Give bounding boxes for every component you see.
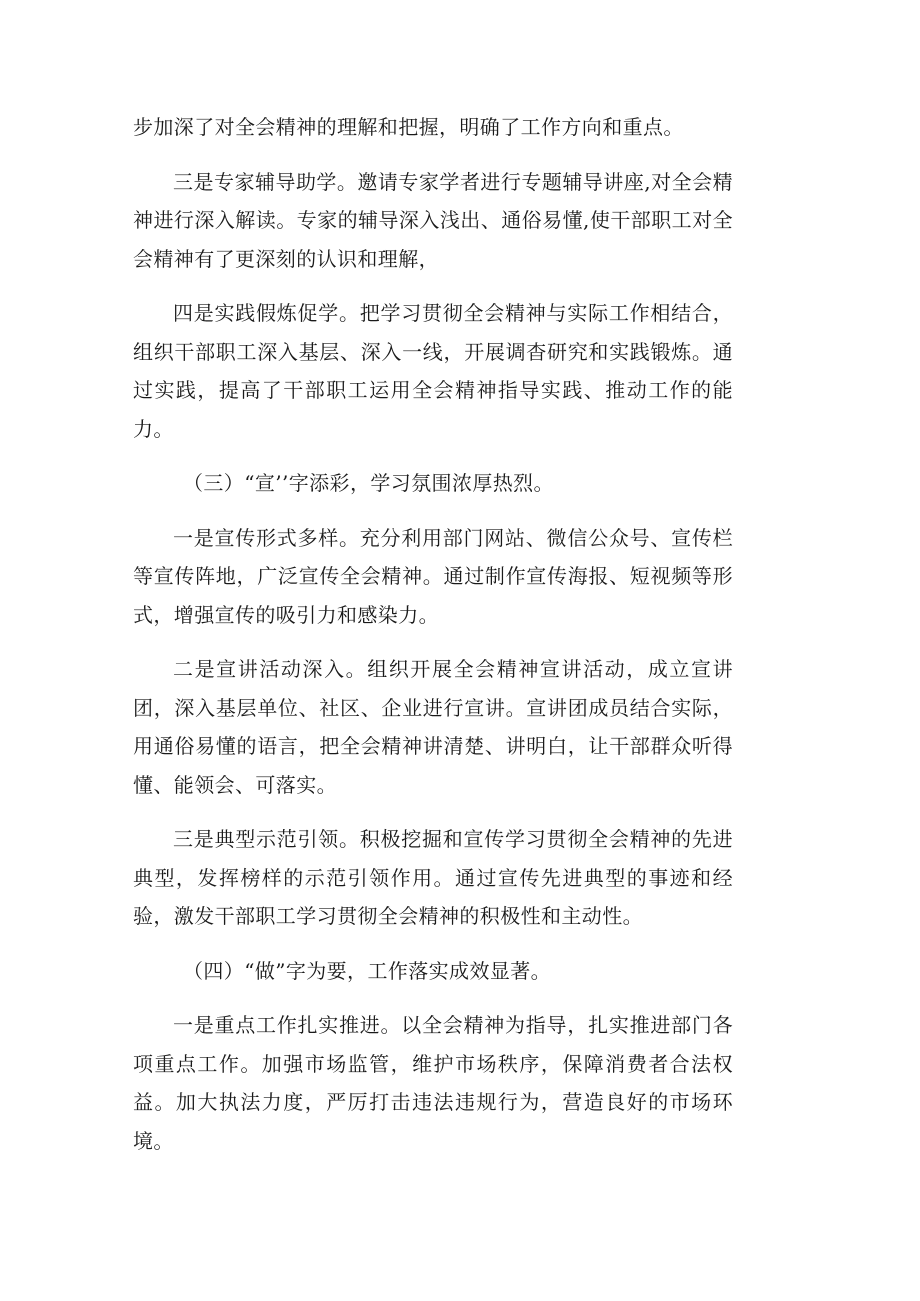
- paragraph-lecture-activities: 二是宣讲活动深入。组织开展全会精神宣讲活动，成立宣讲团，深入基层单位、社区、企业进行宣讲。宣讲团成员结合实际，用通俗易懂的语言，把全会精神讲清楚、讲明白，让干部群众听得懂、能领会、可落实。: [133, 657, 733, 797]
- paragraph-continuation: 步加深了对全会精神的理解和把握，明确了工作方向和重点。: [133, 115, 684, 139]
- paragraph-publicity-forms: 一是宣传形式多样。充分利用部门网站、微信公众号、宣传栏等宣传阵地，广泛宣传全会精神。通过制作宣传海报、短视频等形式，增强宣传的吸引力和感染力。: [133, 525, 733, 627]
- paragraph-practice-training: 四是实践假炼促学。把学习贯彻全会精神与实际工作相结合，组织干部职工深入基层、深入一线，开展调杳研究和实践锻炼。通过实践，提高了干部职工运用全会精神指导实践、推动工作的能力。: [133, 301, 733, 441]
- section-heading-3: （三）“宣’’字添彩，学习氛围浓厚热烈。: [183, 471, 554, 495]
- paragraph-key-work: 一是重点工作扎实推进。以全会精神为指导，扎实推进部门各项重点工作。加强市场监管，维护市场秩序，保障消费者合法权益。加大执法力度，严厉打击违法违规行为，营造良好的市场环境。: [133, 1013, 733, 1153]
- paragraph-model-examples: 三是典型示范引领。积极挖掘和宣传学习贯彻全会精神的先进典型，发挥榜样的示范引领作用。通过宣传先进典型的事迹和经验，激发干部职工学习贯彻全会精神的积极性和主动性。: [133, 827, 733, 928]
- section-heading-4: （四）“做”字为要，工作落实成效显著。: [183, 958, 552, 983]
- document-body: [133, 108, 733, 1176]
- paragraph-expert-guidance: 三是专家辅导助学。邀请专家学者进行专题辅导讲座,对全会精神进行深入解读。专家的辅导深入浅出、通俗易懂,使干部职工对全会精神有了更深刻的认识和理解，: [133, 169, 733, 271]
